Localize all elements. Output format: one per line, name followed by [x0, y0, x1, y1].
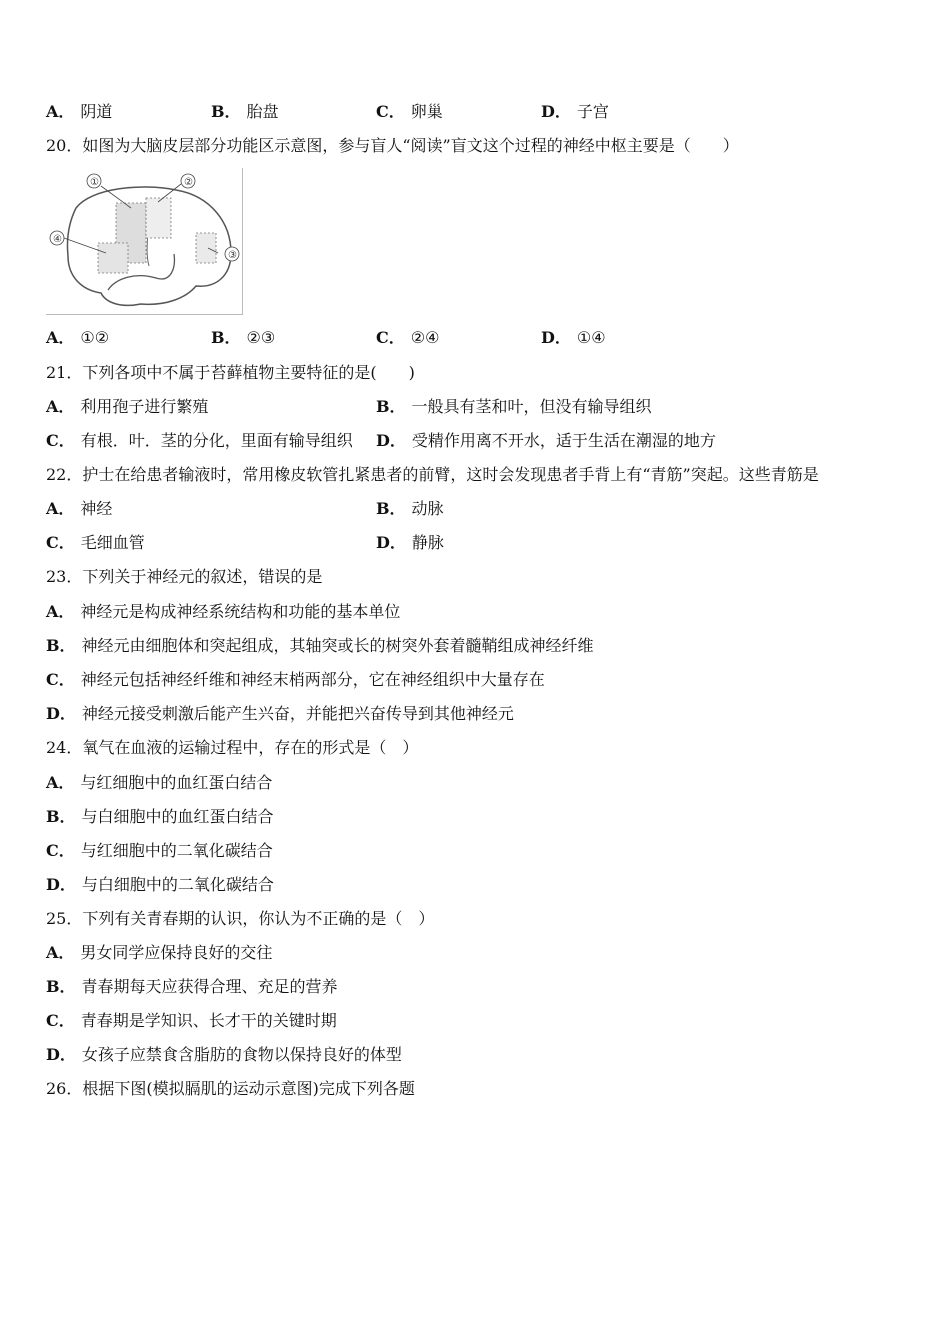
q23-option-c: C． 神经元包括神经纤维和神经末梢两部分，它在神经组织中大量存在 — [46, 670, 545, 689]
figure-mark-1: ① — [90, 177, 99, 188]
q19-option-c: C． 卵巢 — [376, 102, 443, 121]
q21-option-a: A． 利用孢子进行繁殖 — [46, 397, 209, 416]
brain-diagram — [46, 168, 242, 314]
q20-option-d: D． ①④ — [541, 328, 606, 347]
q24-option-d: D． 与白细胞中的二氧化碳结合 — [46, 875, 274, 894]
q22-stem: 22．护士在给患者输液时，常用橡皮软管扎紧患者的前臂，这时会发现患者手背上有“青筋”突起。这些青筋是 — [46, 465, 819, 484]
q24-option-c: C． 与红细胞中的二氧化碳结合 — [46, 841, 273, 860]
q25-option-c: C． 青春期是学知识、长才干的关键时期 — [46, 1011, 337, 1030]
q23-option-a: A． 神经元是构成神经系统结构和功能的基本单位 — [46, 602, 401, 621]
q25-stem: 25．下列有关青春期的认识，你认为不正确的是（ ） — [46, 909, 435, 928]
q22-option-b: B． 动脉 — [376, 499, 444, 518]
q23-option-b: B． 神经元由细胞体和突起组成，其轴突或长的树突外套着髓鞘组成神经纤维 — [46, 636, 594, 655]
q22-option-a: A． 神经 — [46, 499, 113, 518]
q22-option-c: C． 毛细血管 — [46, 533, 145, 552]
q20-option-b: B． ②③ — [211, 328, 276, 347]
q21-option-b: B． 一般具有茎和叶，但没有输导组织 — [376, 397, 652, 416]
q26-stem: 26．根据下图(模拟膈肌的运动示意图)完成下列各题 — [46, 1079, 415, 1098]
figure-mark-2: ② — [184, 177, 193, 188]
q22-option-d: D． 静脉 — [376, 533, 444, 552]
q20-stem: 20．如图为大脑皮层部分功能区示意图，参与盲人“阅读”盲文这个过程的神经中枢主要是（ ） — [46, 136, 739, 155]
q23-option-d: D． 神经元接受刺激后能产生兴奋，并能把兴奋传导到其他神经元 — [46, 704, 514, 723]
q19-option-b: B． 胎盘 — [211, 102, 279, 121]
q24-option-a: A． 与红细胞中的血红蛋白结合 — [46, 773, 273, 792]
figure-mark-3: ③ — [228, 250, 237, 261]
q21-option-c: C． 有根．叶．茎的分化，里面有输导组织 — [46, 431, 353, 450]
q19-option-a: A． 阴道 — [46, 102, 113, 121]
q25-option-d: D． 女孩子应禁食含脂肪的食物以保持良好的体型 — [46, 1045, 402, 1064]
q25-option-b: B． 青春期每天应获得合理、充足的营养 — [46, 977, 338, 996]
q25-option-a: A． 男女同学应保持良好的交往 — [46, 943, 273, 962]
q21-option-d: D． 受精作用离不开水，适于生活在潮湿的地方 — [376, 431, 716, 450]
q23-stem: 23．下列关于神经元的叙述，错误的是 — [46, 567, 323, 586]
q24-stem: 24．氧气在血液的运输过程中，存在的形式是（ ） — [46, 738, 419, 757]
q20-option-a: A． ①② — [46, 328, 110, 347]
brain-cortex-figure — [46, 168, 243, 315]
figure-mark-4: ④ — [53, 234, 62, 245]
q24-option-b: B． 与白细胞中的血红蛋白结合 — [46, 807, 274, 826]
q19-option-d: D． 子宫 — [541, 102, 609, 121]
q20-option-c: C． ②④ — [376, 328, 440, 347]
q21-stem: 21．下列各项中不属于苔藓植物主要特征的是( ) — [46, 363, 415, 382]
